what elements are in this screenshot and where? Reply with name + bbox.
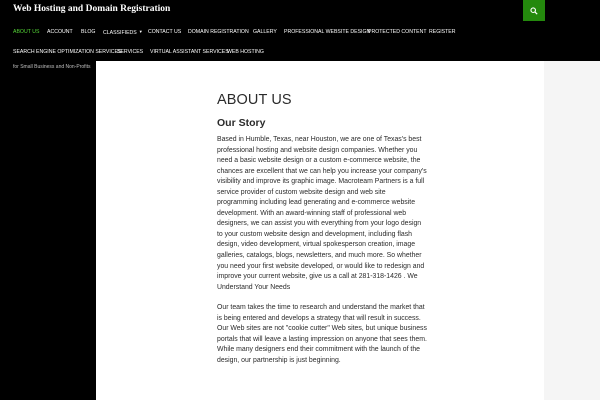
primary-navigation: [0, 21, 600, 61]
site-title[interactable]: Web Hosting and Domain Registration: [13, 4, 171, 14]
nav-item-about-us[interactable]: ABOUT US: [13, 29, 40, 35]
nav-item-blog[interactable]: BLOG: [81, 29, 96, 35]
story-paragraph-1: Based in Humble, Texas, near Houston, we are one of Texas's best professional hosting and website design companies. Whether you need a basic website design or a custom e-commerce website, the chances are excellent that we can help you increase your company's visibility and improve its graphic image. Macroteam Partners is a full service provider of custom website design and web site programming including lead generating and e-commerce website development. With an award-winning staff of professional web designers, we can assist you with everything from your logo design to your custom website design and development, including flash design, video development, virtual spokesperson creation, image galleries, catalogs, blogs, newsletters, and much more. So whether you need your first website developed, or would like to redesign and improve your current website, give us a call at 281-318-1426 . We Understand Your Needs: [217, 136, 427, 291]
nav-item-virtual-assistant-services[interactable]: VIRTUAL ASSISTANT SERVICES: [150, 49, 229, 55]
nav-item-register[interactable]: REGISTER: [429, 29, 456, 35]
page-title: ABOUT US: [217, 92, 292, 108]
nav-item-web-hosting[interactable]: WEB HOSTING: [227, 49, 264, 55]
page-article: [217, 92, 427, 366]
left-sidebar: [0, 61, 96, 400]
nav-item-classifieds[interactable]: [103, 29, 143, 36]
main-content: [96, 61, 544, 400]
nav-item-gallery[interactable]: GALLERY: [253, 29, 277, 35]
site-header: [0, 0, 600, 21]
story-paragraph-2: Our team takes the time to research and understand the market that is being entered and develops a strategy that will result in success. Our Web sites are not "cookie cutter" Web sites, but unique business portals that will leave a lasting impression on anyone that sees them. While many designers end their commitment with the launch of the design, our partnership is just beginning.: [217, 304, 427, 364]
search-toggle-button[interactable]: [523, 0, 545, 21]
nav-item-professional-website-design[interactable]: PROFESSIONAL WEBSITE DESIGN: [284, 29, 371, 35]
nav-item-services[interactable]: SERVICES: [117, 49, 144, 55]
right-gutter: [544, 61, 600, 400]
nav-item-classifieds-label: CLASSIFIEDS: [103, 30, 137, 36]
nav-item-protected-content[interactable]: PROTECTED CONTENT: [368, 29, 427, 35]
search-icon: [530, 7, 538, 15]
section-heading: Our Story: [217, 117, 266, 129]
nav-item-contact-us[interactable]: CONTACT US: [148, 29, 182, 35]
nav-item-seo-services[interactable]: SEARCH ENGINE OPTIMIZATION SERVICES: [13, 49, 122, 55]
chevron-down-icon: ▼: [138, 29, 143, 34]
nav-item-account[interactable]: ACCOUNT: [47, 29, 73, 35]
site-tagline: for Small Business and Non-Profits: [13, 64, 91, 70]
nav-item-domain-registration[interactable]: DOMAIN REGISTRATION: [188, 29, 249, 35]
